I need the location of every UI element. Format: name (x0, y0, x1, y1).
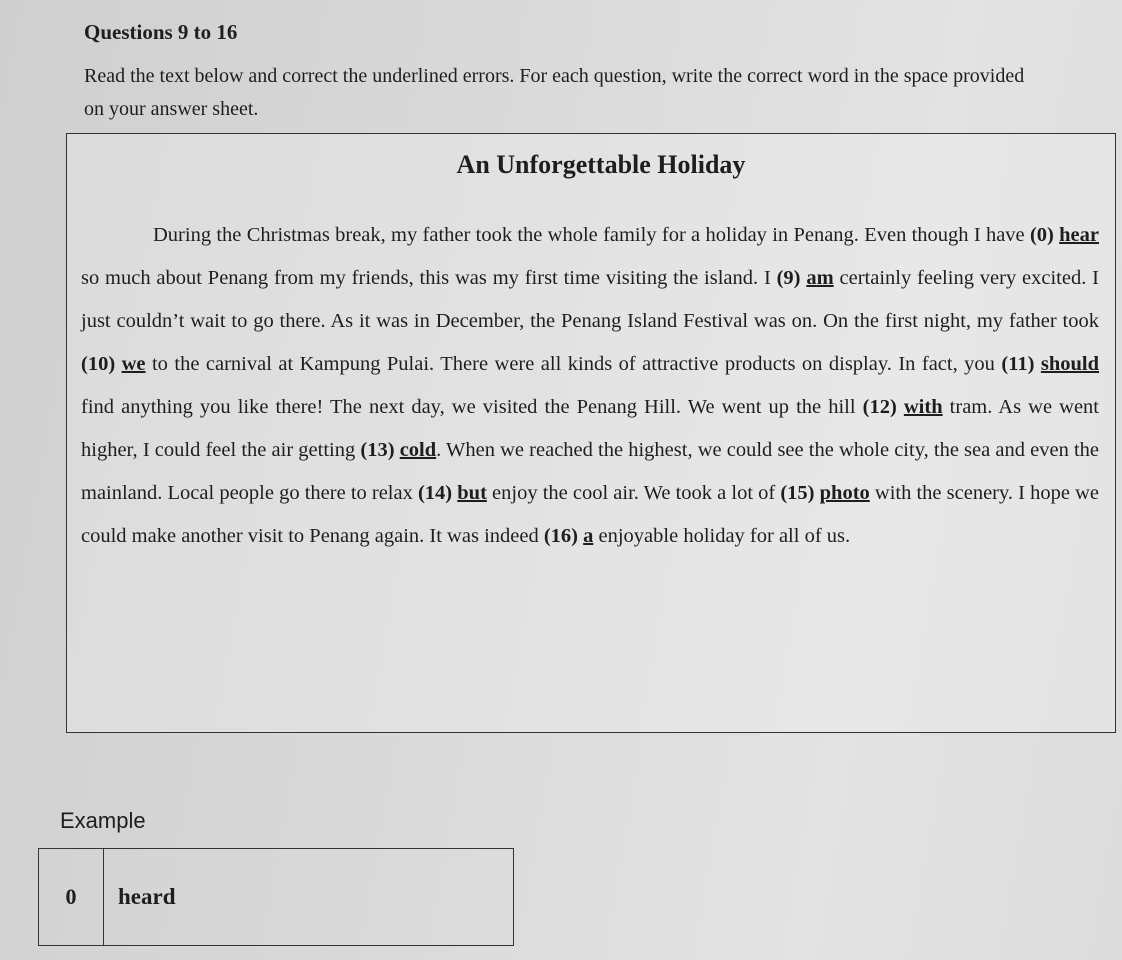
passage-box (66, 133, 1116, 733)
instructions-text: Read the text below and correct the underlined errors. For each question, write the correct word in the space provided on your answer sheet. (84, 65, 1025, 120)
question-number: (11) (1001, 353, 1035, 375)
question-number: (14) (417, 482, 453, 504)
example-answer-box (38, 848, 514, 946)
passage-text: enjoy the cool air. We took a lot of (486, 482, 781, 504)
underlined-error-word: a (583, 525, 594, 547)
underlined-error-word: photo (819, 482, 870, 504)
passage-text: tram. As we went higher, I could feel the air getting (81, 396, 1099, 461)
passage-text: enjoyable holiday for all of us. (593, 525, 851, 547)
example-number: 0 (39, 849, 104, 945)
passage-text: to the carnival at Kampung Pulai. There were all kinds of attractive products on display. In fact, you (145, 353, 1002, 375)
passage-text: certainly feeling very excited. I just couldn’t wait to go there. As it was in December, the Penang Island Festival was on. On the first night, my father took (81, 267, 1099, 332)
underlined-error-word: but (457, 482, 487, 504)
underlined-error-word: cold (399, 439, 437, 461)
question-number: (9) (776, 267, 801, 289)
passage-text: During the Christmas break, my father took the whole family for a holiday in Penang. Even though I have (153, 224, 1030, 246)
underlined-error-word: with (903, 396, 943, 418)
passage-body (81, 214, 1099, 558)
underlined-error-word: am (806, 267, 834, 289)
underlined-error-word: we (121, 353, 146, 375)
passage-text: find anything you like there! The next day, we visited the Penang Hill. We went up the hill (81, 396, 863, 418)
question-number: (16) (543, 525, 578, 547)
question-number: (12) (862, 396, 897, 418)
passage-text: with the scenery. I hope we could make another visit to Penang again. It was indeed (81, 482, 1099, 547)
example-label: Example (60, 808, 146, 833)
example-answer: heard (118, 884, 176, 909)
question-number: (10) (81, 353, 116, 375)
passage-text: so much about Penang from my friends, this was my first time visiting the island. I (81, 267, 777, 289)
passage-text: . When we reached the highest, we could see the whole city, the sea and even the mainland. Local people go there to relax (81, 439, 1100, 504)
passage-title: An Unforgettable Holiday (456, 150, 746, 179)
question-number: (13) (360, 439, 395, 461)
underlined-error-word: hear (1059, 224, 1100, 246)
question-number: (0) (1029, 224, 1054, 246)
question-number: (15) (780, 482, 815, 504)
passage-paragraph (81, 214, 1099, 558)
questions-heading: Questions 9 to 16 (84, 20, 238, 44)
underlined-error-word: should (1040, 353, 1100, 375)
